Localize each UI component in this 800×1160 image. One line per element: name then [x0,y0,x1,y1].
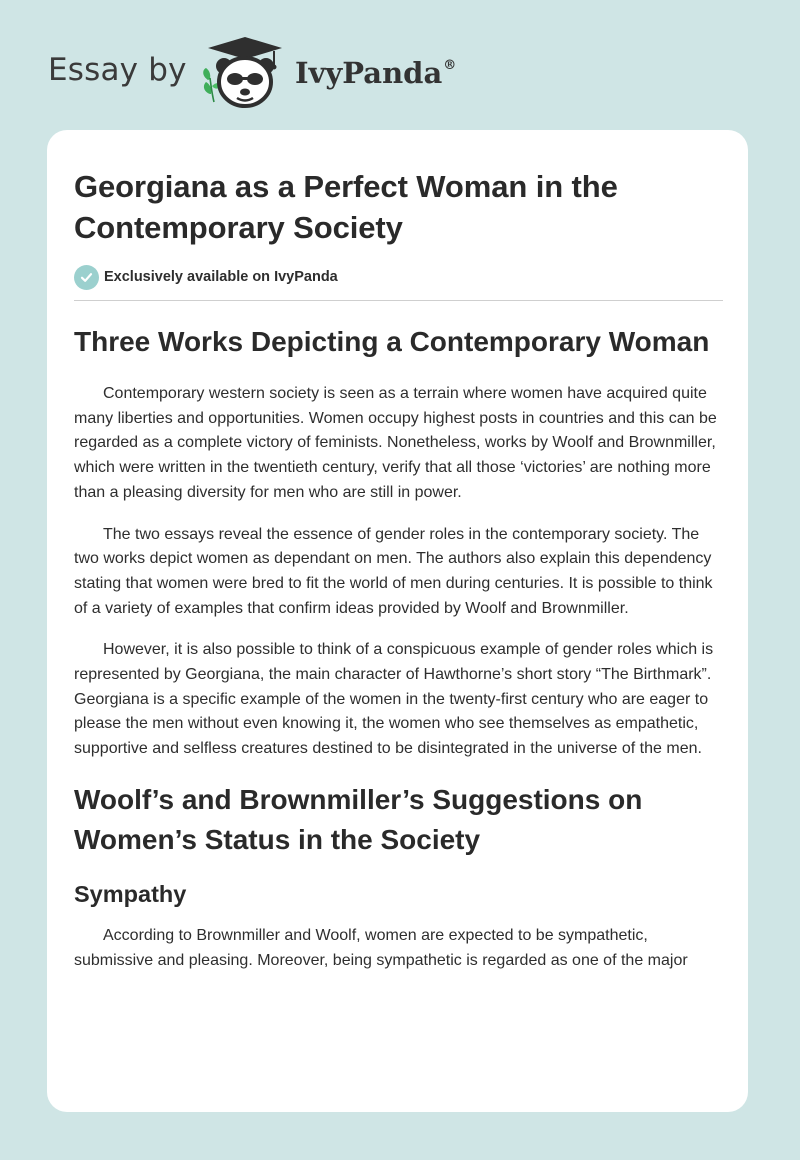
exclusive-label: Exclusively available on IvyPanda [104,269,338,285]
subsection-heading: Sympathy [74,880,187,907]
brand-name: IvyPanda® [295,56,457,90]
check-icon [74,265,99,290]
brand-prefix: Essay by [48,52,187,88]
brand-header [48,34,508,110]
article-title: Georgiana as a Perfect Woman in the Contemporary Society [74,169,618,245]
divider [74,300,723,301]
registered-mark: ® [443,58,457,74]
exclusive-badge [74,264,724,290]
paragraph: Contemporary western society is seen as a terrain where women have acquired quite many liberties and opportunities. Women occupy highest posts in countries and this can be regarded as a complete victory of feminists. Nonetheless, works by Woolf and Brownmiller, which were written in the twentieth century, verify that all those ‘victories’ are nothing more than a pleasing diversity for men who are still in power. [74,385,717,501]
section-heading: Three Works Depicting a Contemporary Woman [74,326,710,357]
paragraph: However, it is also possible to think of a conspicuous example of gender roles which is represented by Georgiana, the main character of Hawthorne’s short story “The Birthmark”. Georgiana is a specific example of the women in the twenty-first century who are eager to please the men without even knowing it, the women who see themselves as empathetic, supportive and selfless creatures destined to be disintegrated in the universe of the men. [74,641,714,758]
panda-graduation-cap-logo [200,34,290,110]
article-card [47,130,748,1112]
section-heading: Woolf’s and Brownmiller’s Suggestions on Women’s Status in the Society [74,783,643,855]
paragraph: The two essays reveal the essence of gender roles in the contemporary society. The two works depict women as dependant on men. The authors also explain this dependency stating that women were bred to fit the world of men during centuries. It is possible to think of a variety of examples that confirm ideas provided by Woolf and Brownmiller. [74,525,713,617]
paragraph: According to Brownmiller and Woolf, women are expected to be sympathetic, submissive and pleasing. Moreover, being sympathetic is regarded as one of the major [74,926,688,969]
